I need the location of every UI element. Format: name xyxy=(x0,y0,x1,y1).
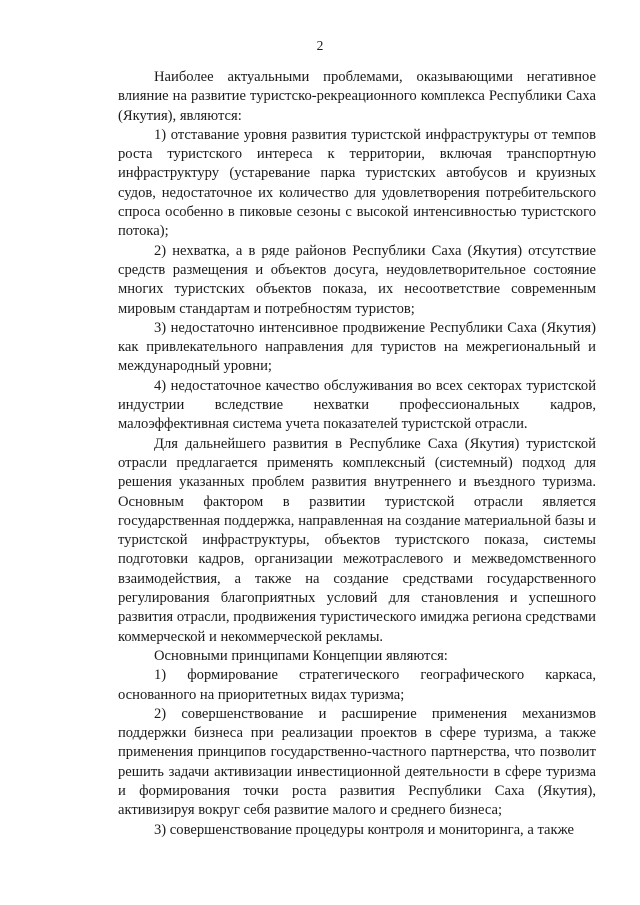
page-number: 2 xyxy=(316,38,324,53)
paragraph-problem-2: 2) нехватка, а в ряде районов Республики Саха (Якутия) отсутствие средств размещения и объектов досуга, неудовлетворительное состояние многих туристских объектов показа, их несоответствие современным мировым стандартам и потребностям туристов; xyxy=(118,242,596,317)
paragraph-problem-1: 1) отставание уровня развития туристской инфраструктуры от темпов роста туристского интереса к территории, включая транспортную инфраструктуру (устаревание парка туристских автобусов и круизных судов, недостаточное их количество для удовлетворения потребительского спроса особенно в пиковые сезоны с высокой интенсивностью туристского потока); xyxy=(118,126,596,240)
paragraph-intro-problems: Наиболее актуальными проблемами, оказывающими негативное влияние на развитие туристско-рекреационного комплекса Республики Саха (Якутия), являются: xyxy=(118,69,596,124)
paragraph-principles-intro: Основными принципами Концепции являются: xyxy=(154,647,448,664)
paragraph-problem-3: 3) недостаточно интенсивное продвижение Республики Саха (Якутия) как привлекательного направления для туристов на межрегиональный и международный уровни; xyxy=(118,319,596,375)
paragraph-principle-1: 1) формирование стратегического географического каркаса, основанного на приоритетных видах туризма; xyxy=(118,667,596,703)
paragraph-approach: Для дальнейшего развития в Республике Саха (Якутия) туристской отрасли предлагается применять комплексный (системный) подход для решения указанных проблем развития внутреннего и въездного туризма. Основным фактором в развитии туристской отрасли является государственная поддержка, направленная на создание материальной базы и туристской инфраструктуры, объектов туристского показа, системы подготовки кадров, организации межотраслевого и межведомственного взаимодействия, а также на создание средствами государственного регулирования благоприятных условий для становления и успешного развития отрасли, продвижения туристического имиджа региона средствами коммерческой и некоммерческой рекламы. xyxy=(118,435,596,645)
document-body xyxy=(118,68,596,840)
paragraph-principle-3: 3) совершенствование процедуры контроля и мониторинга, а также xyxy=(154,821,574,838)
paragraph-principle-2: 2) совершенствование и расширение применения механизмов поддержки бизнеса при реализации проектов в сфере туризма, а также применения принципов государственно-частного партнерства, что позволит решить задачи активизации инвестиционной деятельности в сфере туризма и формирования точки роста развития Республики Саха (Якутия), активизируя вокруг себя развитие малого и среднего бизнеса; xyxy=(118,705,596,819)
paragraph-problem-4: 4) недостаточное качество обслуживания во всех секторах туристской индустрии вследствие нехватки профессиональных кадров, малоэффективная система учета показателей туристской отрасли. xyxy=(118,377,596,433)
